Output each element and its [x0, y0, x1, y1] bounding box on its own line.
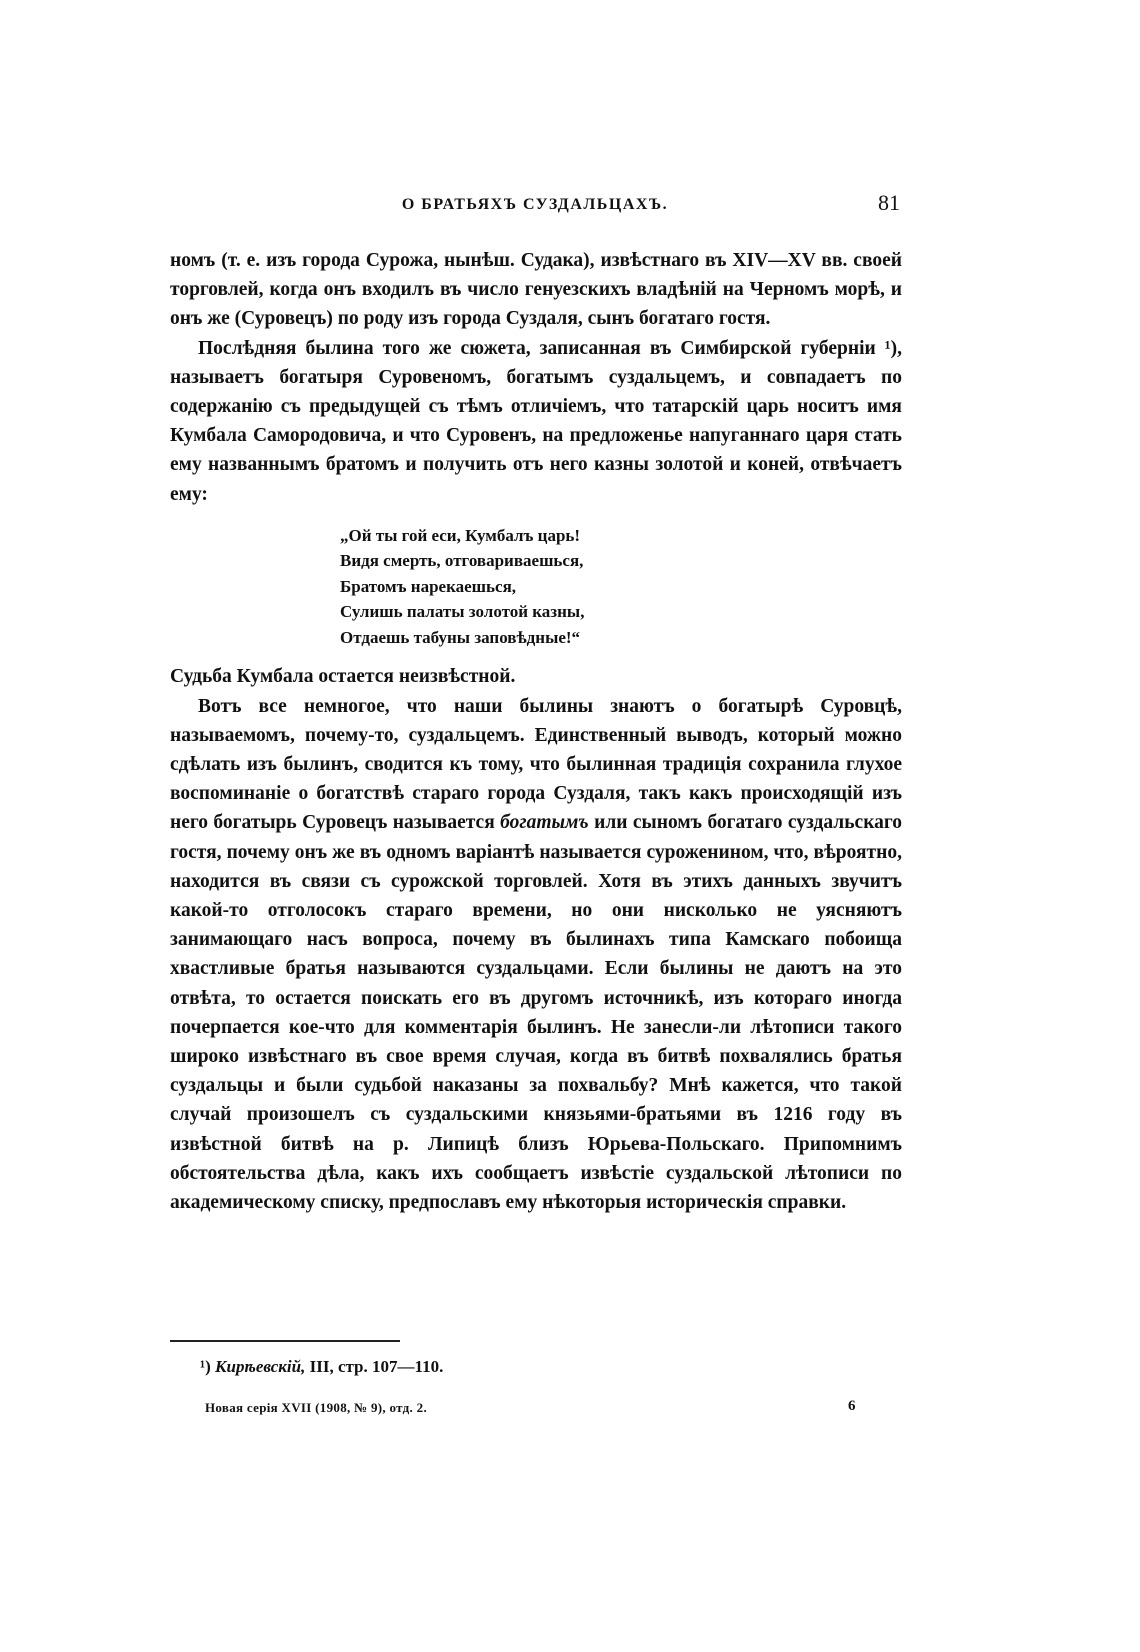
verse-line: Отдаешь табуны заповѣдные!“: [340, 627, 581, 647]
verse-line: „Ой ты гой еси, Кумбалъ царь!: [340, 525, 581, 545]
main-text: [170, 246, 902, 1217]
paragraph-2: Послѣдняя былина того же сюжета, записанная въ Симбирской губерніи ¹), называетъ богатыря Суровеномъ, богатымъ суздальцемъ, и совпадаетъ по содержанію съ предыдущей съ тѣмъ отличіемъ, что татарскій царь носитъ имя Кумбала Самородовича, и что Суровенъ, на предложенье напуганнаго царя стать ему названнымъ братомъ и получить отъ него казны золотой и коней, отвѣчаетъ ему:: [170, 337, 902, 505]
paragraph-3: Судьба Кумбала остается неизвѣстной.: [170, 666, 516, 688]
page-header: [170, 190, 900, 220]
verse-line: Братомъ нарекаешься,: [340, 576, 517, 596]
footnote-rule: [170, 1340, 400, 1342]
footnote-reference: III, стр. 107—110.: [309, 1357, 444, 1376]
paragraph-4-emphasis: богатымъ: [500, 812, 589, 834]
sheet-mark: 6: [848, 1398, 856, 1414]
paragraph-4-part-a: Вотъ все немногое, что наши былины знаютъ о богатырѣ Суровцѣ, называемомъ, почему-то, суздальцемъ. Единственный выводъ, который можно сдѣлать изъ былинъ, сводится къ тому, что былинная традиція сохранила глухое воспоминаніе о богатствѣ стараго города Суздаля, такъ какъ происходящій изъ него богатырь Суровецъ называется: [170, 695, 902, 834]
footnote-marker: ¹): [200, 1357, 211, 1376]
footnote-author: Кирѣевскій,: [215, 1357, 306, 1376]
paragraph-4-part-b: или сыномъ богатаго суздальскаго гостя, почему онъ же въ одномъ варіантѣ называется суроженином, что, вѣроятно, находится въ связи съ сурожской торговлей. Хотя въ этихъ данныхъ звучитъ какой-то отголосокъ стараго времени, но они нисколько не уясняютъ занимающаго насъ вопроса, почему въ былинахъ типа Камскаго побоища хвастливые братья называются суздальцами. Если былины не даютъ на это отвѣта, то остается поискать его въ другомъ источникѣ, изъ котораго иногда почерпается кое-что для комментарія былинъ. Не занесли-ли лѣтописи такого широко извѣстнаго въ свое время случая, когда въ битвѣ похвалялись братья суздальцы и были судьбой наказаны за похвальбу? Мнѣ кажется, что такой случай произошелъ съ суздальскими князьями-братьями въ 1216 году въ извѣстной битвѣ на р. Липицѣ близъ Юрьева-Польскаго. Припомнимъ обстоятельства дѣла, какъ ихъ сообщаетъ извѣстіе суздальской лѣтописи по академическому списку, предпославъ ему нѣкоторыя историческія справки.: [170, 812, 903, 1213]
verse-quote: [340, 523, 902, 651]
running-title: О БРАТЬЯХЪ СУЗДАЛЬЦАХЪ.: [401, 196, 669, 213]
footnote: [200, 1357, 443, 1377]
verse-line: Видя смерть, отговариваешься,: [340, 551, 584, 571]
paragraph-1: номъ (т. е. изъ города Сурожа, нынѣш. Судака), извѣстнаго въ XIV—XV вв. своей торговлей, когда онъ входилъ въ число генуезскихъ владѣній на Черномъ морѣ, и онъ же (Суровецъ) по роду изъ города Суздаля, сынъ богатаго гостя.: [170, 250, 902, 330]
verse-line: Сулишь палаты золотой казны,: [340, 602, 585, 622]
paragraph-4: [170, 692, 902, 1218]
page-number: 81: [878, 190, 900, 215]
printer-signature: Новая серія XVII (1908, № 9), отд. 2.: [205, 1400, 428, 1415]
